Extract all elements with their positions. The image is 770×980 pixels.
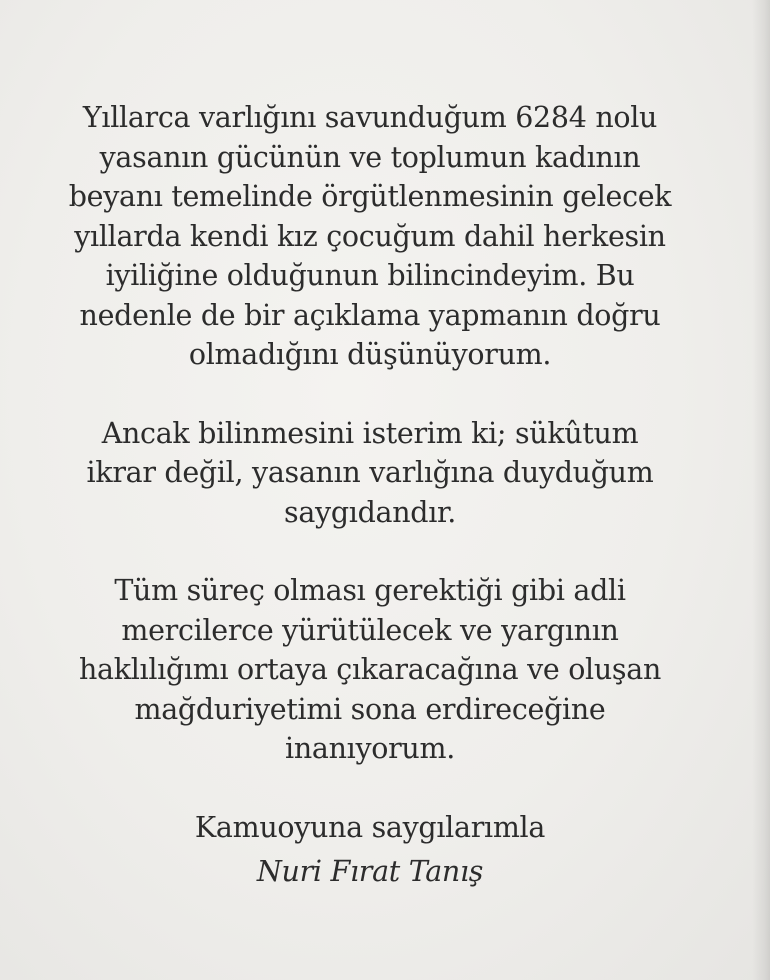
statement-paragraph-1 xyxy=(0,98,740,375)
paragraph-line: iyiliğine olduğunun bilincindeyim. Bu xyxy=(105,259,635,292)
paragraph-line: ikrar değil, yasanın varlığına duyduğum xyxy=(86,456,654,489)
paragraph-line: beyanı temelinde örgütlenmesinin gelecek xyxy=(68,180,672,213)
paragraph-line: haklılığımı ortaya çıkaracağına ve oluşan xyxy=(78,653,661,686)
closing-salutation: Kamuoyuna saygılarımla xyxy=(194,810,546,844)
paragraph-line: yasanın gücünün ve toplumun kadının xyxy=(99,140,641,174)
statement-closing-block xyxy=(0,808,740,892)
statement-paragraph-2 xyxy=(0,414,740,533)
paragraph-line: Yıllarca varlığını savunduğum 6284 nolu xyxy=(82,101,658,134)
paragraph-line: mercilerce yürütülecek ve yargının xyxy=(121,613,619,647)
paragraph-line: nedenle de bir açıklama yapmanın doğru xyxy=(79,298,661,332)
signature-name: Nuri Fırat Tanış xyxy=(256,855,484,888)
paragraph-line: olmadığını düşünüyorum. xyxy=(188,338,552,371)
statement-document xyxy=(0,98,740,892)
paragraph-line: yıllarda kendi kız çocuğum dahil herkesin xyxy=(74,219,666,253)
statement-paragraph-3 xyxy=(0,571,740,769)
paragraph-line: Tüm süreç olması gerektiği gibi adli xyxy=(114,574,626,607)
page-edge-shadow xyxy=(752,0,770,980)
paragraph-line: mağduriyetimi sona erdireceğine xyxy=(134,692,606,726)
paragraph-line: inanıyorum. xyxy=(285,732,455,765)
paragraph-line: Ancak bilinmesini isterim ki; sükûtum xyxy=(101,416,639,450)
paragraph-line: saygıdandır. xyxy=(284,495,456,529)
